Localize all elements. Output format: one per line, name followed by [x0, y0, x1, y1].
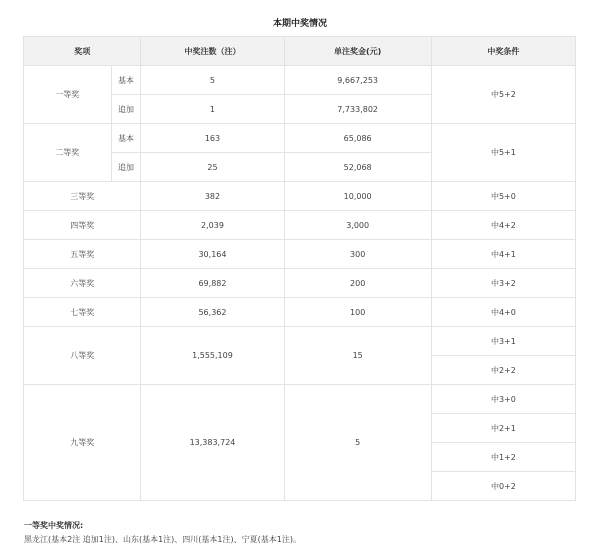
prize-amount-cell: 52,068 [284, 153, 431, 182]
winner-count-cell: 56,362 [141, 298, 284, 327]
prize-level-cell: 四等奖 [24, 211, 141, 240]
win-condition-cell: 中3+1 [431, 327, 575, 356]
prize-amount-cell: 200 [284, 269, 431, 298]
table-header-row [24, 37, 576, 66]
table-row [24, 66, 576, 95]
winner-count-cell: 382 [141, 182, 284, 211]
prize-amount-cell: 10,000 [284, 182, 431, 211]
summary-detail: 黑龙江(基本2注 追加1注)、山东(基本1注)、四川(基本1注)、宁夏(基本1注)。 [24, 535, 301, 544]
table-row [24, 240, 576, 269]
prize-amount-cell: 100 [284, 298, 431, 327]
table-row [24, 269, 576, 298]
prize-amount-cell: 300 [284, 240, 431, 269]
table-row [24, 211, 576, 240]
header-winner-count: 中奖注数（注） [141, 37, 284, 66]
header-prize-amount: 单注奖金(元) [284, 37, 431, 66]
table-row [24, 327, 576, 356]
prize-table [23, 36, 576, 501]
win-condition-cell: 中2+1 [431, 414, 575, 443]
prize-amount-cell: 65,086 [284, 124, 431, 153]
winner-count-cell: 1,555,109 [141, 327, 284, 385]
win-condition-cell: 中5+0 [431, 182, 575, 211]
win-condition-cell: 中5+2 [431, 66, 575, 124]
prize-amount-cell: 5 [284, 385, 431, 501]
winner-count-cell: 25 [141, 153, 284, 182]
prize-level-cell: 九等奖 [24, 385, 141, 501]
prize-level-cell: 二等奖 [24, 124, 112, 182]
prize-level-cell: 一等奖 [24, 66, 112, 124]
prize-level-cell: 六等奖 [24, 269, 141, 298]
winner-count-cell: 163 [141, 124, 284, 153]
page-title: 本期中奖情况 [272, 19, 327, 29]
prize-amount-cell: 7,733,802 [284, 95, 431, 124]
table-row [24, 182, 576, 211]
win-condition-cell: 中4+2 [431, 211, 575, 240]
winner-count-cell: 1 [141, 95, 284, 124]
prize-level-cell: 七等奖 [24, 298, 141, 327]
header-win-condition: 中奖条件 [431, 37, 575, 66]
prize-sub-cell: 基本 [111, 66, 141, 95]
win-condition-cell: 中2+2 [431, 356, 575, 385]
prize-sub-cell: 追加 [111, 153, 141, 182]
prize-amount-cell: 9,667,253 [284, 66, 431, 95]
first-prize-summary [24, 520, 584, 545]
prize-amount-cell: 15 [284, 327, 431, 385]
winner-count-cell: 69,882 [141, 269, 284, 298]
win-condition-cell: 中4+1 [431, 240, 575, 269]
table-row [24, 385, 576, 414]
win-condition-cell: 中3+2 [431, 269, 575, 298]
winner-count-cell: 30,164 [141, 240, 284, 269]
win-condition-cell: 中0+2 [431, 472, 575, 501]
table-row [24, 124, 576, 153]
winner-count-cell: 2,039 [141, 211, 284, 240]
summary-title: 一等奖中奖情况: [24, 521, 84, 530]
winner-count-cell: 5 [141, 66, 284, 95]
prize-amount-cell: 3,000 [284, 211, 431, 240]
win-condition-cell: 中4+0 [431, 298, 575, 327]
win-condition-cell: 中3+0 [431, 385, 575, 414]
win-condition-cell: 中5+1 [431, 124, 575, 182]
prize-level-cell: 五等奖 [24, 240, 141, 269]
prize-level-cell: 八等奖 [24, 327, 141, 385]
table-row [24, 298, 576, 327]
prize-sub-cell: 基本 [111, 124, 141, 153]
header-prize-level: 奖项 [24, 37, 141, 66]
prize-sub-cell: 追加 [111, 95, 141, 124]
prize-level-cell: 三等奖 [24, 182, 141, 211]
win-condition-cell: 中1+2 [431, 443, 575, 472]
winner-count-cell: 13,383,724 [141, 385, 284, 501]
